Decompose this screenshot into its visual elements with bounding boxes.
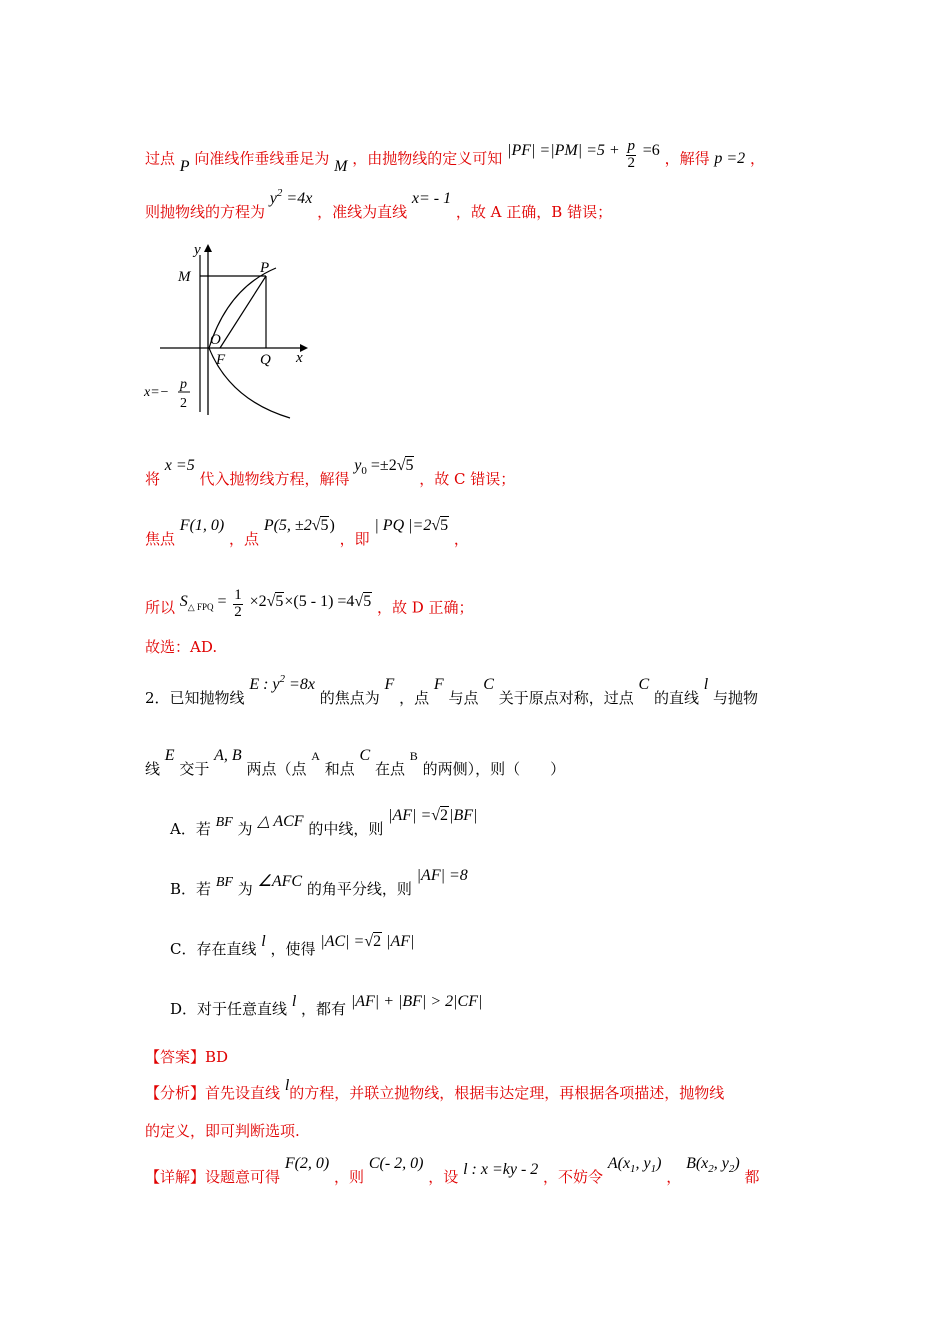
text: ，即 (339, 530, 370, 548)
solution-line-1 (145, 138, 765, 176)
math-var: B (409, 749, 418, 763)
math-expr: x =5 (164, 457, 195, 474)
text: 的中线，则 (308, 820, 384, 838)
text: ，点 (399, 689, 430, 707)
math-expr: F(2, 0) (284, 1155, 330, 1172)
frac-num: p (627, 138, 635, 154)
y-axis-label: y (194, 242, 201, 258)
math-var: y (269, 190, 277, 207)
math-var: y (354, 457, 362, 474)
math-expr: △ ACF (257, 813, 304, 830)
analysis-tag: 【分析】 (145, 1084, 206, 1102)
answer-line (145, 1050, 228, 1065)
math-var: l (291, 993, 297, 1010)
text: 过点 (145, 149, 176, 168)
sqrt-radicand: 5 (320, 517, 329, 534)
math-var: =4x (286, 190, 313, 207)
math-var: B(x (686, 1155, 709, 1172)
math-expr: ∠AFC (257, 873, 303, 890)
math-var: BF (215, 815, 233, 830)
text: ，故 D 正确； (376, 598, 474, 617)
detail-line-1 (145, 1155, 760, 1189)
text: ， (666, 1168, 682, 1186)
text: 焦点 (145, 530, 176, 548)
text: 设题意可得 (205, 1168, 281, 1186)
math-var: E : y (249, 676, 280, 693)
math-expr: P(5, ±2√5) (263, 517, 335, 534)
text: 2．已知抛物线 (145, 689, 245, 707)
sqrt-radicand: 5 (363, 593, 372, 611)
math-var: | PQ |=2 (374, 517, 432, 534)
math-var: C (483, 676, 494, 693)
question-2-line-2 (145, 747, 566, 778)
math-var: l (703, 676, 709, 693)
option-d[interactable] (170, 993, 483, 1018)
math-expr: C(- 2, 0) (368, 1155, 424, 1172)
math-expr: |AF| + |BF| > 2|CF| (350, 993, 483, 1010)
math-var: |AC| = (320, 933, 365, 950)
text: 与抛物 (712, 689, 758, 707)
text: 首先设直线 (205, 1084, 281, 1102)
directrix-label: x=− (144, 385, 170, 400)
math-var: A (311, 749, 320, 763)
parabola-curve (209, 268, 290, 418)
text: 将 (145, 470, 161, 488)
text: ，点 (229, 530, 260, 548)
text: ，则 (334, 1168, 365, 1186)
text: ，故 A 正确，B 错误； (455, 203, 613, 221)
math-var: S (179, 593, 188, 611)
math-var: C (638, 676, 650, 693)
point-Q-label: Q (260, 352, 271, 368)
directrix-frac-den: 2 (180, 396, 187, 411)
sqrt-radicand: 5 (275, 593, 284, 611)
text: ，准线为直线 (317, 203, 408, 221)
analysis-line-2 (145, 1124, 300, 1139)
subscript: 1 (650, 1163, 657, 1175)
text: 关于原点对称，过点 (498, 689, 634, 707)
math-expr (608, 1156, 662, 1175)
option-b[interactable] (170, 867, 468, 898)
solution-line-2 (145, 187, 613, 221)
point-F-label: F (216, 352, 226, 368)
math-var: , y (713, 1155, 729, 1172)
math-expr: $y_0 =\pm 2√5$ (354, 457, 414, 477)
subscript: 2 (728, 1163, 735, 1175)
detail-tag: 【详解】 (145, 1168, 206, 1186)
fraction (626, 139, 636, 172)
math-expr (180, 594, 227, 612)
sqrt-radicand: 5 (405, 457, 414, 474)
directrix-frac-num: p (180, 377, 187, 392)
text: 线 (145, 760, 161, 778)
text: 和点 (324, 760, 355, 778)
math-var: =8x (289, 676, 315, 693)
text: 的方程，并联立抛物线，根据韦达定理，再根据各项描述，抛物线 (289, 1084, 725, 1102)
text: C．存在直线 (170, 940, 257, 958)
subscript: 2 (708, 1163, 714, 1175)
text: ， (453, 530, 469, 548)
text: ，故 C 错误； (419, 470, 516, 488)
point-P-label: P (260, 260, 270, 276)
math-var: A, B (214, 747, 242, 764)
superscript: 2 (276, 187, 283, 199)
text: 交于 (179, 760, 210, 778)
math-var: |AF| = (388, 807, 432, 824)
math-var: M (334, 158, 348, 176)
math-var: l (261, 933, 266, 950)
math-var: E (164, 747, 175, 764)
text: 的直线 (653, 689, 699, 707)
text: 都 (744, 1168, 760, 1186)
math-expr (270, 188, 313, 207)
text: 向准线作垂线垂足为 (194, 149, 330, 168)
text: 为 (237, 820, 253, 838)
solution-line-6 (145, 640, 217, 655)
x-axis-label: x (296, 350, 303, 366)
math-var: |BF| (449, 807, 478, 824)
text: 故选：AD. (145, 638, 218, 656)
math-var: BF (215, 875, 233, 890)
analysis-line-1 (145, 1077, 725, 1102)
text: 与点 (448, 689, 479, 707)
math-var: A(x (607, 1155, 631, 1172)
frac-den: 2 (234, 603, 242, 620)
point-M-label: M (178, 269, 191, 285)
math-expr: ×2√5×(5 - 1) =4√5 (249, 593, 372, 611)
math-var: F (433, 676, 444, 693)
text: B．若 (170, 880, 212, 898)
option-c[interactable] (170, 933, 415, 958)
math-expr: x= - 1 (411, 190, 452, 207)
text: 的定义，即可判断选项. (145, 1122, 300, 1140)
math-expr (686, 1156, 740, 1175)
sqrt-radicand: 5 (440, 517, 449, 534)
text: ，解得 (664, 149, 710, 168)
math-var: C (359, 747, 371, 764)
sqrt-radicand: 2 (373, 933, 382, 950)
solution-line-5 (145, 587, 474, 625)
math-expr: |PF| =|PM| =5 + (507, 142, 620, 160)
text: 的角平分线，则 (306, 880, 412, 898)
text: 所以 (145, 598, 176, 617)
text: 则抛物线的方程为 (145, 203, 266, 221)
math-var: P (179, 158, 190, 176)
math-var: , y (635, 1155, 651, 1172)
text: 为 (237, 880, 253, 898)
math-expr: F(1, 0) (179, 517, 225, 534)
text: ，由抛物线的定义可知 (352, 149, 503, 168)
math-expr: l : x =ky - 2 (463, 1161, 539, 1178)
subscript: 1 (630, 1163, 636, 1175)
math-var: ) (656, 1155, 662, 1172)
math-var: ) (329, 517, 335, 534)
math-var: l (284, 1077, 290, 1094)
math-var: ×(5 - 1) =4 (284, 593, 355, 611)
text: 两点（点 (246, 760, 307, 778)
subscript: △ FPQ (187, 602, 214, 613)
text: 代入抛物线方程，解得 (199, 470, 350, 488)
math-var: |AF| (386, 933, 415, 950)
frac-num: 1 (234, 587, 242, 603)
subscript: 0 (361, 465, 367, 477)
math-expr: |AF| =√2|BF| (388, 807, 478, 824)
math-var: =±2 (370, 457, 397, 474)
fraction (233, 588, 243, 621)
text: 的两侧），则（ ） (422, 760, 566, 778)
math-var: F (384, 676, 395, 693)
text: D．对于任意直线 (170, 1000, 288, 1018)
math-var: ×2 (249, 593, 267, 611)
parabola-graph (140, 240, 320, 420)
text: A．若 (170, 820, 211, 838)
frac-den: 2 (627, 154, 635, 171)
solution-line-3 (145, 457, 516, 491)
answer-value: BD (205, 1048, 229, 1066)
solution-line-4 (145, 517, 469, 548)
math-var: ) (734, 1155, 740, 1172)
text: ，使得 (270, 940, 316, 958)
superscript: 2 (279, 673, 286, 685)
question-2-line-1 (145, 673, 758, 707)
text: ，不妨令 (543, 1168, 604, 1186)
answer-tag: 【答案】 (145, 1048, 206, 1066)
text: ， (749, 149, 765, 168)
math-expr: |AF| =8 (416, 867, 468, 884)
option-a[interactable] (170, 807, 478, 838)
math-expr: |AC| =√2 |AF| (320, 933, 415, 950)
text: 在点 (374, 760, 405, 778)
sqrt-radicand: 2 (440, 807, 449, 824)
math-expr: =6 (642, 142, 660, 160)
math-expr: | PQ |=2√5 (374, 517, 449, 534)
math-expr (249, 674, 315, 693)
math-expr: p =2 (714, 150, 746, 168)
y-axis-arrow (204, 244, 212, 252)
math-var: P(5, ±2 (263, 517, 312, 534)
text: ，设 (428, 1168, 459, 1186)
segment-FP (220, 276, 266, 348)
text: 的焦点为 (319, 689, 380, 707)
origin-label: O (210, 332, 221, 348)
math-var: = (217, 593, 227, 611)
text: ，都有 (301, 1000, 347, 1018)
